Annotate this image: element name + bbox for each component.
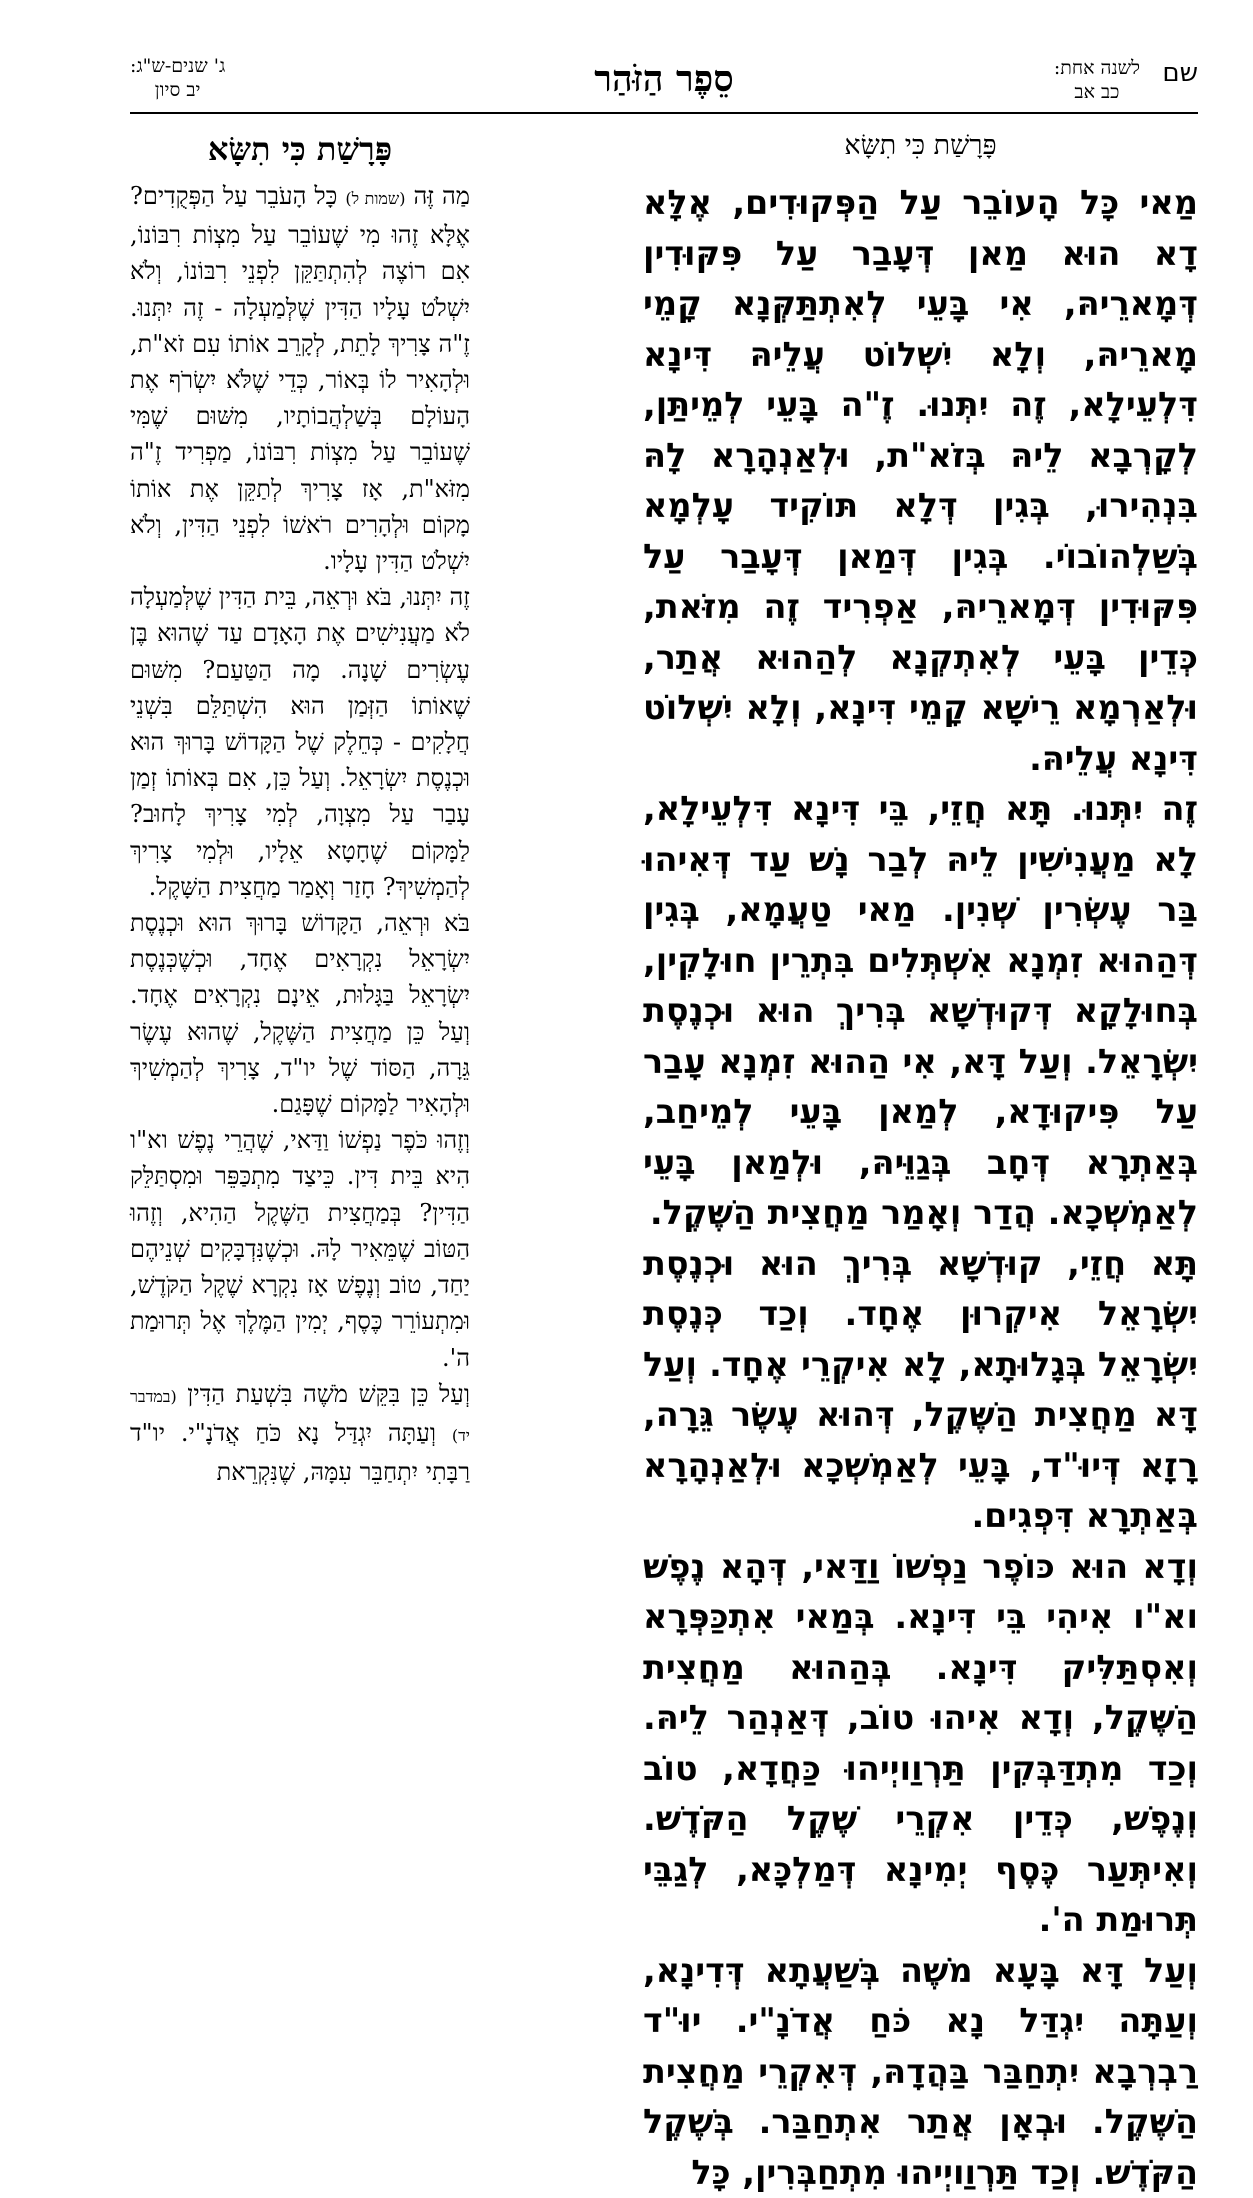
side-p5-opening: וְעַל כֵּן בִּקֵּשׁ מֹשֶׁה בִּשְׁעַת הַדִּין [187, 1380, 470, 1408]
main-paragraph-3: תָּא חֲזֵי, קוּדְשָׁא בְּרִיךְ הוּא וּכְנֶסֶת יִשְׂרָאֵל אִיקְרוּן אֶחָד. וְכַד כְּנֶסֶת יִשְׂרָאֵל בְּגָלוּתָא, לָא אִיקְרֵי אֶחָד. וְעַל דָּא מַחֲצִית הַשֶּׁקֶל, דְּהוּא עֶשֶׂר גֵּרָה, רָזָא דְּיוּ"ד, בָּעֵי לְאַמְשְׁכָא וּלְאַנְהָרָא בְּאַתְרָא דִּפְגִים. [643, 1239, 1198, 1542]
side-column-title: פָּרָשַׁת כִּי תִשָּׂא [130, 130, 470, 168]
side-paragraph-4: וְזֶהוּ כֹּפֶר נַפְשׁוֹ וַדַּאי, שֶׁהֲרֵי נֶפֶשׁ וא"ו הִיא בֵּית דִּין. כֵּיצַד מִתְכַּפֵּר וּמִסְתַּלֵּק הַדִּין? בְּמַחֲצִית הַשֶּׁקֶל הַהִיא, וְזֶהוּ הַטּוֹב שֶׁמֵּאִיר לָהּ. וּכְשֶׁנִּדְבָּקִים שְׁנֵיהֶם יַחַד, טוֹב וְנֶפֶשׁ אָז נִקְרָא שֶׁקֶל הַקֹּדֶשׁ, וּמִתְעוֹרֵר כֶּסֶף, יְמִין הַמֶּלֶךְ אֶל תְּרוּמַת ה'. [130, 1122, 470, 1375]
header-cycle-line1: ג' שנים-ש"ג: [130, 54, 225, 78]
main-column-title: פָּרָשַׁת כִּי תִשָּׂא [643, 130, 1198, 161]
verse-reference: (במדבר יד) [130, 1387, 470, 1445]
main-paragraph-2: זֶה יִתְּנוּ. תָּא חֲזֵי, בֵּי דִּינָא דִּלְעֵילָא, לָא מַעֲנִישִׁין לֵיהּ לְבַר נָשׁ עַד דְּאִיהוּ בַּר עֶשְׂרִין שְׁנִין. מַאי טַעֲמָא, בְּגִין דְּהַהוּא זִמְנָא אִשְׁתְּלִים בִּתְרֵין חוּלָקִין, בְּחוּלָקָא דְּקוּדְשָׁא בְּרִיךְ הוּא וּכְנֶסֶת יִשְׂרָאֵל. וְעַל דָּא, אִי הַהוּא זִמְנָא עָבַר עַל פִּיקוּדָא, לְמַאן בָּעֵי לְמֵיחַב, בְּאַתְרָא דְּחָב בְּגַוֵּיהּ, וּלְמַאן בָּעֵי לְאַמְשְׁכָא. הֲדַר וְאָמַר מַחֲצִית הַשֶּׁקֶל. [643, 784, 1198, 1239]
main-paragraph-5: וְעַל דָּא בָּעָא מֹשֶׁה בְּשַׁעֲתָא דְּדִינָא, וְעַתָּה יִגְדַּל נָא כֹּחַ אֲדֹנָ"י. יוּ"ד רַבְרְבָא יִתְחַבַּר בַּהֲדָהּ, דְּאִקְרֵי מַחֲצִית הַשֶּׁקֶל. וּבְאָן אֲתַר אִתְחַבַּר. בְּשֶׁקֶל הַקֹּדֶשׁ. וְכַד תַּרְוַויְיהוּ מִתְחַבְּרִין, כָּל [643, 1946, 1198, 2198]
side-p5-body: וְעַתָּה יִגְדַּל נָא כֹּחַ אֲדֹנָ"י. יו"ד רַבָּתִי יִתְחַבֵּר עִמָּהּ, שֶׁנִּקְרֵאת [130, 1419, 470, 1486]
side-p1-body: כָּל הָעֹבֵר עַל הַפְּקֻדִים? אֶלָּא זֶהוּ מִי שֶׁעוֹבֵר עַל מִצְוֹת רִבּוֹנוֹ, אִם רוֹצֶה לְהִתְתַּקֵּן לִפְנֵי רִבּוֹנוֹ, וְלֹא יִשְׁלֹט עָלָיו הַדִּין שֶׁלְּמַעְלָה - זֶה יִתְּנוּ. זֶ"ה צָרִיךְ לָתֵת, לְקָרֵב אוֹתוֹ עִם זֹא"ת, וּלְהָאִיר לוֹ בְּאוֹר, כְּדֵי שֶׁלֹּא יִשְׂרֹף אֶת הָעוֹלָם בְּשַׁלְהֲבוֹתָיו, מִשּׁוּם שֶׁמִּי שֶׁעוֹבֵר עַל מִצְוֹת רִבּוֹנוֹ, מַפְרִיד זֶ"ה מִזֹּא"ת, אָז צָרִיךְ לְתַקֵּן אֶת אוֹתוֹ מָקוֹם וּלְהָרִים רֹאשׁוֹ לִפְנֵי הַדִּין, וְלֹא יִשְׁלֹט הַדִּין עָלָיו. [130, 182, 470, 575]
header-year-line1: לשנה אחת: [1054, 56, 1140, 80]
side-paragraph-1 [130, 178, 470, 579]
side-column-hebrew-translation [130, 178, 470, 1868]
side-paragraph-3: בֹּא וּרְאֵה, הַקָּדוֹשׁ בָּרוּךְ הוּא וּכְנֶסֶת יִשְׂרָאֵל נִקְרָאִים אֶחָד, וּכְשֶׁכְּנֶסֶת יִשְׂרָאֵל בַּגָּלוּת, אֵינָם נִקְרָאִים אֶחָד. וְעַל כֵּן מַחֲצִית הַשֶּׁקֶל, שֶׁהוּא עֶשֶׂר גֵּרָה, הַסּוֹד שֶׁל יו"ד, צָרִיךְ לְהַמְשִׁיךְ וּלְהָאִיר לַמָּקוֹם שֶׁפָּגַם. [130, 905, 470, 1122]
header-shem: שם [1162, 58, 1198, 88]
page-header [130, 50, 1198, 112]
side-paragraph-5 [130, 1376, 470, 1491]
header-three-year-schedule [130, 54, 225, 102]
main-paragraph-1: מַאי כָּל הָעוֹבֵר עַל הַפְּקוּדִים, אֶלָּא דָא הוּא מַאן דְּעָבַר עַל פִּקּוּדִין דְּמָארֵיהּ, אִי בָּעֵי לְאִתְתַּקְּנָא קָמֵי מָארֵיהּ, וְלָא יִשְׁלוֹט עֲלֵיהּ דִּינָא דִּלְעֵילָא, זֶה יִתְּנוּ. זֶ"ה בָּעֵי לְמֵיתַּן, לְקָרְבָא לֵיהּ בְּזֹא"ת, וּלְאַנְהָרָא לָהּ בִּנְהִירוּ, בְּגִין דְּלָא תּוֹקִיד עָלְמָא בְּשַׁלְהוֹבוֹי. בְּגִין דְּמַאן דְּעָבַר עַל פִּקּוּדִין דְּמָארֵיהּ, אַפְרִיד זֶה מִזֹּאת, כְּדֵין בָּעֵי לְאִתְקְנָא לְהַהוּא אֲתַר, וּלְאַרְמָא רֵישָׁא קָמֵי דִּינָא, וְלָא יִשְׁלוֹט דִּינָא עֲלֵיהּ. [643, 178, 1198, 784]
side-p1-opening: מַה זֶּה [413, 182, 470, 210]
header-rule [130, 112, 1198, 114]
header-year-line2: כב אב [1054, 80, 1140, 104]
header-cycle-line2: יב סיון [130, 78, 225, 102]
verse-reference: (שמות ל) [345, 189, 405, 208]
book-title: סֵפֶר הַזֹּהַר [130, 58, 1198, 100]
main-paragraph-4: וְדָא הוּא כּוֹפֶר נַפְשׁוֹ וַדַּאי, דְּהָא נֶפֶשׁ וא"ו אִיהִי בֵּי דִּינָא. בְּמַאי אִתְכַּפְּרָא וְאִסְתַּלִּיק דִּינָא. בְּהַהוּא מַחֲצִית הַשֶּׁקֶל, וְדָא אִיהוּ טוֹב, דְּאַנְהַר לֵיהּ. וְכַד מִתְדַּבְּקִין תַּרְוַויְיהוּ כַּחֲדָא, טוֹב וְנֶפֶשׁ, כְּדֵין אִקְרֵי שֶׁקֶל הַקֹּדֶשׁ. וְאִיתְּעַר כֶּסֶף יְמִינָא דְּמַלְכָּא, לְגַבֵּי תְּרוּמַת ה'. [643, 1542, 1198, 1946]
main-column-aramaic-text [643, 178, 1198, 1868]
side-paragraph-2: זֶה יִתְּנוּ, בֹּא וּרְאֵה, בֵּית הַדִּין שֶׁלְּמַעְלָה לֹא מַעֲנִישִׁים אֶת הָאָדָם עַד שֶׁהוּא בֶּן עֶשְׂרִים שָׁנָה. מָה הַטַּעַם? מִשּׁוּם שֶׁאוֹתוֹ הַזְּמַן הוּא הִשְׁתַּלֵּם בִּשְׁנֵי חֲלָקִים - כְּחֵלֶק שֶׁל הַקָּדוֹשׁ בָּרוּךְ הוּא וּכְנֶסֶת יִשְׂרָאֵל. וְעַל כֵּן, אִם בְּאוֹתוֹ זְמַן עָבַר עַל מִצְוָה, לְמִי צָרִיךְ לָחוּב? לַמָּקוֹם שֶׁחָטָא אֵלָיו, וּלְמִי צָרִיךְ לְהַמְשִׁיךְ? חָזַר וְאָמַר מַחֲצִית הַשָּׁקֶל. [130, 579, 470, 905]
